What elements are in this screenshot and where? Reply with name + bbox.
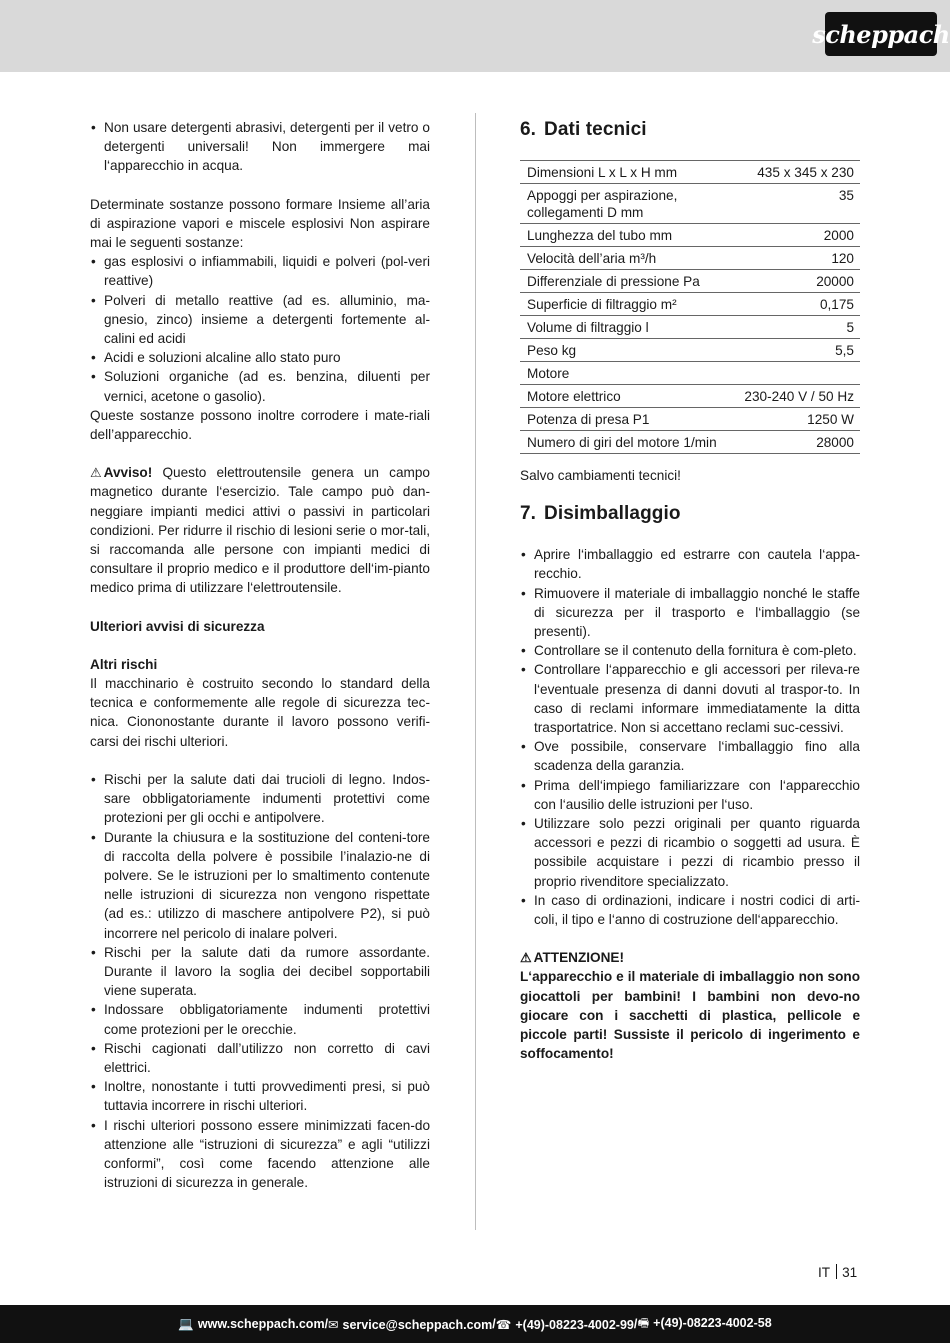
heading-risks: Altri rischi (90, 656, 158, 672)
footer-separator: / (324, 1317, 329, 1331)
unpacking-bullets (520, 545, 860, 929)
spec-label: Peso kg (527, 343, 577, 358)
attention-text: L‘apparecchio e il materiale di imballaggio non sono giocattoli per bambini! I bambini non devo-no giocare con i sacchetti di plastica, pellicole e piccole parti! Sussiste il pericolo di ingerimento e soffocamento! (520, 969, 860, 1062)
spec-label: Superficie di filtraggio m² (527, 297, 677, 312)
corrosion-note: Queste sostanze possono inoltre corrodere i mate-riali dell’apparecchio. (90, 407, 430, 443)
spec-value (737, 362, 860, 385)
list-item: • Indossare obbligatoriamente indumenti protettivi come protezioni per le orecchie. (90, 1000, 430, 1038)
spec-label: Motore elettrico (527, 389, 621, 404)
footer-separator: / (492, 1317, 496, 1331)
warning-text: Questo elettroutensile genera un campo magnetico durante l‘esercizio. Tale campo può dan-neggiare impianti medici attivi o passivi in particolari condizioni. Per ridurre il rischio di lesioni serie o mor-tali, si raccomanda alle persone con impianti medici di consultare il proprio medico e il produttore dell‘im-pianto medico prima di utilizzare l‘elettroutensile. (90, 465, 430, 596)
table-row (520, 184, 860, 224)
spec-label: Volume di filtraggio l (527, 320, 649, 335)
email-icon: ✉ (328, 1317, 339, 1332)
section-title: Dati tecnici (544, 119, 647, 140)
list-item: • Soluzioni organiche (ad es. benzina, diluenti per vernici, acetone o gasolio). (90, 367, 430, 405)
list-item: • Inoltre, nonostante i tutti provvedimenti presi, si può tuttavia incorrere in rischi ulteriori. (90, 1077, 430, 1115)
spec-value: 5,5 (835, 343, 854, 358)
page-lang: IT (818, 1265, 831, 1280)
section-7-heading (520, 502, 860, 526)
spec-label: Lunghezza del tubo mm (527, 228, 673, 243)
warning-label: Avviso! (103, 465, 153, 481)
spec-value: 120 (831, 251, 854, 266)
page-number (818, 1264, 857, 1280)
magnetic-warning (90, 463, 430, 597)
list-item: • Controllare l‘apparecchio e gli accessori per rileva-re l‘eventuale presenza di danni dovuti al traspor-to. In caso di reclami informare immediatamente la ditta trasportatrice. Non si accettano reclami suc-cessivi. (520, 660, 860, 737)
left-column (90, 118, 430, 1192)
spec-label: Motore (527, 366, 570, 381)
table-row (520, 408, 860, 431)
attention-heading (520, 948, 860, 967)
risks-intro: Il macchinario è costruito secondo lo standard della tecnica e conformemente alle regole di sicurezza tec-nica. Ciononostante durante il lavoro possono verifi-carsi dei rischi ulteriori. (90, 676, 430, 749)
fax-text: +(49)-08223-4002-58 (653, 1315, 772, 1330)
spec-label: Velocità dell’aria m³/h (527, 251, 657, 266)
table-row (520, 161, 860, 184)
column-divider (475, 113, 476, 1230)
website-text: www.scheppach.com (197, 1316, 325, 1331)
list-item: • Rimuovere il materiale di imballaggio nonché le staffe di sicurezza per il trasporto e l‘imballaggio (se presenti). (520, 584, 860, 642)
footer-band (0, 1305, 950, 1343)
section-title: Disimballaggio (544, 503, 681, 525)
phone-text: +(49)-08223-4002-99 (515, 1317, 634, 1332)
spec-value: 28000 (816, 435, 854, 450)
table-row (520, 247, 860, 270)
table-row (520, 270, 860, 293)
spec-label: Dimensioni L x L x H mm (527, 165, 678, 180)
footer-separator: / (633, 1317, 638, 1331)
spec-value: 435 x 345 x 230 (757, 165, 854, 180)
header-band (0, 0, 950, 72)
spec-value: 1250 W (807, 412, 854, 427)
list-item: • Non usare detergenti abrasivi, detergenti per il vetro o detergenti universali! Non immergere mai l‘apparecchio in acqua. (90, 118, 430, 176)
list-item: • Controllare se il contenuto della fornitura è com-pleto. (520, 641, 860, 660)
list-item: • In caso di ordinazioni, indicare i nostri codici di arti-coli, il tipo e l‘anno di costruzione dell‘apparecchio. (520, 891, 860, 929)
spec-label: Numero di giri del motore 1/min (527, 435, 717, 450)
table-row (520, 224, 860, 247)
list-item: • gas esplosivi o infiammabili, liquidi e polveri (pol-veri reattive) (90, 252, 430, 290)
list-item: • Rischi cagionati dall’utilizzo non corretto di cavi elettrici. (90, 1039, 430, 1077)
page-separator (836, 1264, 837, 1279)
list-item: • Utilizzare solo pezzi originali per quanto riguarda accessori e pezzi di ricambio o soggetti ad usura. È possibile acquistare i pezzi di ricambio presso il proprio rivenditore specializzato. (520, 814, 860, 891)
spec-value: 0,175 (819, 297, 854, 312)
attention-label: ATTENZIONE! (533, 950, 625, 966)
table-row (520, 385, 860, 408)
cleaning-bullets (90, 118, 430, 176)
risks-bullets (90, 770, 430, 1192)
list-item: • Ove possibile, conservare l‘imballaggio fino alla scadenza della garanzia. (520, 737, 860, 775)
table-row (520, 431, 860, 454)
spec-label: Differenziale di pressione Pa (527, 274, 700, 289)
spec-value: 230-240 V / 50 Hz (744, 389, 854, 404)
warning-triangle-icon: ⚠ (520, 950, 532, 966)
list-item: • Durante la chiusura e la sostituzione del conteni-tore di raccolta della polvere è possibile l’inalazio-ne di polvere. Se le istruzioni per lo smaltimento contenute nelle istruzioni di sicurezza non vengono rispettate (ad es.: utilizzo di maschere antipolvere P2), si può incorrere nel pericolo di inalare polveri. (90, 828, 430, 943)
list-item: • Polveri di metallo reattive (ad es. alluminio, ma-gnesio, zinco) insieme a detergenti fortemente al-calini ed acidi (90, 291, 430, 349)
right-column (520, 118, 860, 1063)
spec-value: 35 (838, 188, 854, 203)
specs-table (520, 160, 860, 454)
table-row (520, 339, 860, 362)
list-item: • Aprire l‘imballaggio ed estrarre con cautela l‘appa-recchio. (520, 545, 860, 583)
specs-note: Salvo cambiamenti tecnici! (520, 468, 681, 483)
list-item: • Rischi per la salute dati da rumore assordante. Durante il lavoro la soglia dei decibel sopportabili viene superata. (90, 943, 430, 1001)
page-number-value: 31 (842, 1265, 858, 1280)
scheppach-logo (812, 12, 950, 56)
section-6-heading (520, 118, 860, 142)
list-item: • Acidi e soluzioni alcaline allo stato puro (90, 348, 430, 367)
section-number: 7. (520, 503, 537, 525)
spec-label: Potenza di presa P1 (527, 412, 650, 427)
table-row (520, 316, 860, 339)
email-text: service@scheppach.com (342, 1317, 493, 1332)
table-row (520, 293, 860, 316)
spec-value: 20000 (816, 274, 854, 289)
spec-value: 2000 (823, 228, 854, 243)
phone-icon: ☎ (495, 1317, 512, 1332)
footer-phone[interactable] (496, 1317, 634, 1332)
spec-value: 5 (846, 320, 854, 335)
list-item: • I rischi ulteriori possono essere minimizzati facen-do attenzione alle “istruzioni di sicurezza” e agli “utilizzi conformi”, così come facendo attenzione alle istruzioni di sicurezza in generale. (90, 1116, 430, 1193)
logo-text: scheppach (812, 19, 950, 49)
heading-safety: Ulteriori avvisi di sicurezza (90, 618, 265, 634)
list-item: • Prima dell‘impiego familiarizzare con l‘apparecchio con l‘ausilio delle istruzioni per l‘uso. (520, 776, 860, 814)
computer-icon: 💻 (178, 1316, 194, 1331)
footer-fax (637, 1314, 771, 1335)
spec-label: Appoggi per aspirazione, collegamenti D mm (527, 188, 678, 220)
list-item: • Rischi per la salute dati dai trucioli di legno. Indos-sare obbligatoriamente indumenti protettivi come protezioni per gli occhi e antipolvere. (90, 770, 430, 828)
footer-website[interactable] (178, 1317, 324, 1332)
fax-icon: 🖷 (637, 1315, 650, 1330)
section-number: 6. (520, 119, 537, 140)
substances-intro: Determinate sostanze possono formare Insieme all’aria di aspirazione vapori e miscele esplosivi Non aspirare mai le seguenti sostanze: (90, 196, 430, 251)
footer-email[interactable] (328, 1317, 492, 1332)
warning-triangle-icon: ⚠ (90, 465, 102, 481)
substances-bullets (90, 252, 430, 406)
table-row (520, 362, 860, 385)
